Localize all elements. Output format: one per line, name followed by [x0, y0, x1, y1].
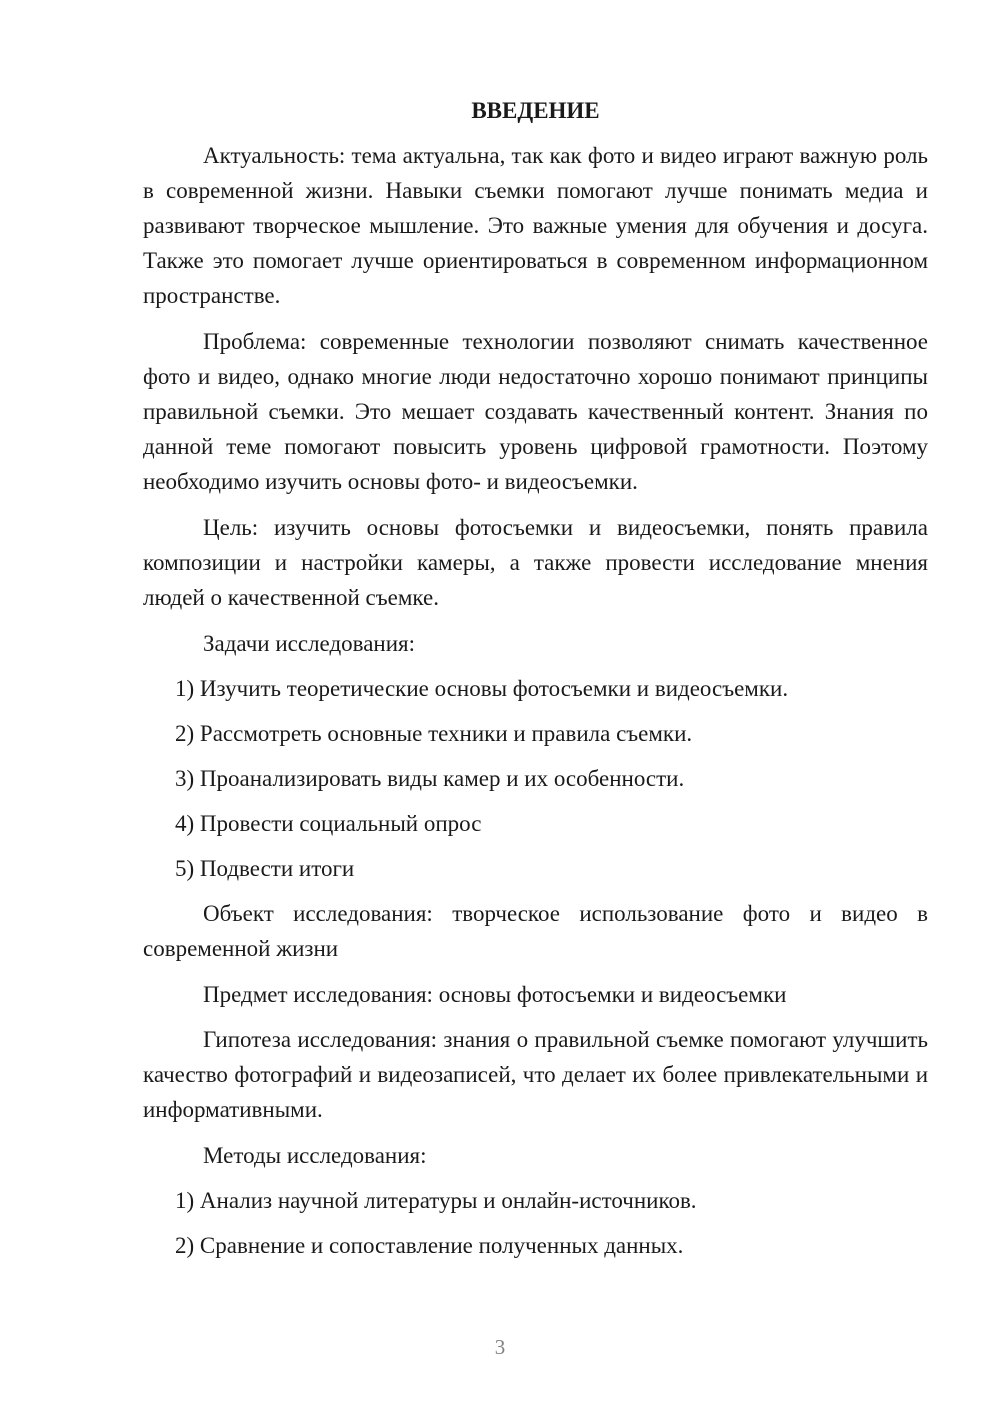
- section-title: ВВЕДЕНИЕ: [471, 98, 600, 123]
- task-item: 2) Рассмотреть основные техники и правила съемки.: [175, 721, 693, 746]
- problem-paragraph: Проблема: современные технологии позволяют снимать качественное фото и видео, однако многие люди недостаточно хорошо понимают принципы правильной съемки. Это мешает создавать качественный контент. Знания по данной теме помогают повысить уровень цифровой грамотности. Поэтому необходимо изучить основы фото- и видеосъемки.: [143, 329, 928, 494]
- relevance-paragraph: Актуальность: тема актуальна, так как фото и видео играют важную роль в современной жизни. Навыки съемки помогают лучше понимать медиа и развивают творческое мышление. Это важные умения для обучения и досуга. Также это помогает лучше ориентироваться в современном информационном пространстве.: [143, 143, 928, 308]
- method-item: 1) Анализ научной литературы и онлайн-источников.: [175, 1188, 697, 1213]
- page-content: [143, 98, 928, 1273]
- task-item: 3) Проанализировать виды камер и их особенности.: [175, 766, 685, 791]
- methods-heading: Методы исследования:: [203, 1143, 427, 1168]
- methods-list: [143, 1183, 928, 1263]
- method-item: 2) Сравнение и сопоставление полученных данных.: [175, 1233, 684, 1258]
- tasks-heading: Задачи исследования:: [203, 631, 416, 656]
- object-paragraph: Объект исследования: творческое использование фото и видео в современной жизни: [143, 901, 928, 961]
- page-number: 3: [494, 1335, 506, 1359]
- task-item: 1) Изучить теоретические основы фотосъемки и видеосъемки.: [175, 676, 789, 701]
- task-item: 5) Подвести итоги: [175, 856, 355, 881]
- subject-paragraph: Предмет исследования: основы фотосъемки и видеосъемки: [203, 982, 787, 1007]
- tasks-list: [143, 671, 928, 886]
- goal-paragraph: Цель: изучить основы фотосъемки и видеосъемки, понять правила композиции и настройки камеры, а также провести исследование мнения людей о качественной съемке.: [143, 515, 928, 610]
- task-item: 4) Провести социальный опрос: [175, 811, 482, 836]
- hypothesis-paragraph: Гипотеза исследования: знания о правильной съемке помогают улучшить качество фотографий и видеозаписей, что делает их более привлекательными и информативными.: [143, 1027, 928, 1122]
